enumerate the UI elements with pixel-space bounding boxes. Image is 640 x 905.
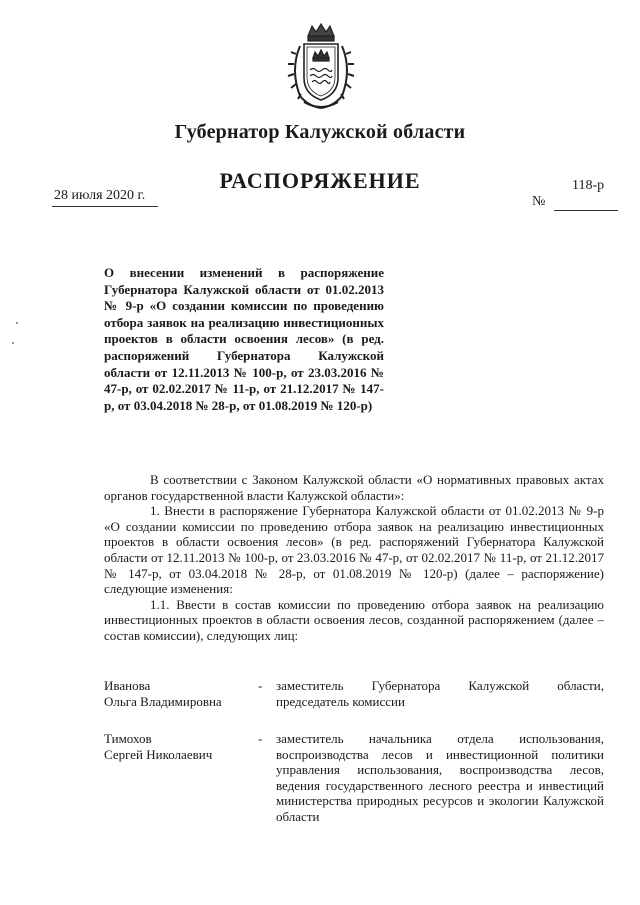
member-dash: - <box>258 678 263 693</box>
member-given-names: Ольга Владимировна <box>104 693 222 709</box>
member-given-names: Сергей Николаевич <box>104 746 213 762</box>
number-underline <box>554 210 618 211</box>
number-sign: № <box>532 194 546 209</box>
item-1-1-paragraph: 1.1. Ввести в состав комиссии по проведению отбора заявок на реализацию инвестиционных проектов в области освоения лесов, созданной распоряжением (далее – состав комиссии), следующих лиц: <box>104 596 604 643</box>
document-date: 28 июля 2020 г. <box>54 188 146 203</box>
document-number: 118-р <box>572 178 605 193</box>
member-surname: Иванова <box>104 678 151 693</box>
issuing-authority: Губернатор Калужской области <box>174 121 466 143</box>
document-subject: О внесении изменений в распоряжение Губернатора Калужской области от 01.02.2013 № 9-р «О создании комиссии по проведению отбора заявок на реализацию инвестиционных проектов в области освоения лесов» (в ред. распоряжений Губернатора Калужской области от 12.11.2013 № 100-р, от 23.03.2016 № 47-р, от 02.02.2017 № 11-р, от 21.12.2017 № 147-р, от 03.04.2018 № 28-р, от 01.08.2019 № 120-р) <box>104 265 384 413</box>
member-role: заместитель Губернатора Калужской области, председатель комиссии <box>276 678 604 709</box>
preamble-paragraph: В соответствии с Законом Калужской области «О нормативных правовых актах органов государственной власти Калужской области»: <box>104 472 604 503</box>
scan-speck <box>16 322 18 324</box>
member-dash: - <box>258 731 263 746</box>
member-role: заместитель начальника отдела использования, воспроизводства лесов и инвестиционной политики управления использования, воспроизводства лесов, ведения государственного лесного реестра и инвестиций министерства природных ресурсов и экологии Калужской области <box>276 731 604 824</box>
document-type-title: РАСПОРЯЖЕНИЕ <box>219 168 421 193</box>
scan-speck <box>12 342 14 344</box>
document-number-block <box>532 178 622 208</box>
date-underline <box>52 206 158 207</box>
document-body <box>104 472 604 644</box>
member-name <box>104 731 254 762</box>
coat-of-arms-icon <box>286 22 356 110</box>
member-surname: Тимохов <box>104 731 152 746</box>
item-1-paragraph: 1. Внести в распоряжение Губернатора Калужской области от 01.02.2013 № 9-р «О создании комиссии по проведению отбора заявок на реализацию инвестиционных проектов в области освоения лесов» (в ред. распоряжений Губернатора Калужской области от 12.11.2013 № 100-р, от 23.03.2016 № 47-р, от 02.02.2017 № 11-р, от 21.12.2017 № 147-р, от 03.04.2018 № 28-р, от 01.08.2019 № 120-р) (далее – распоряжение) следующие изменения: <box>104 503 604 597</box>
member-name <box>104 678 254 709</box>
